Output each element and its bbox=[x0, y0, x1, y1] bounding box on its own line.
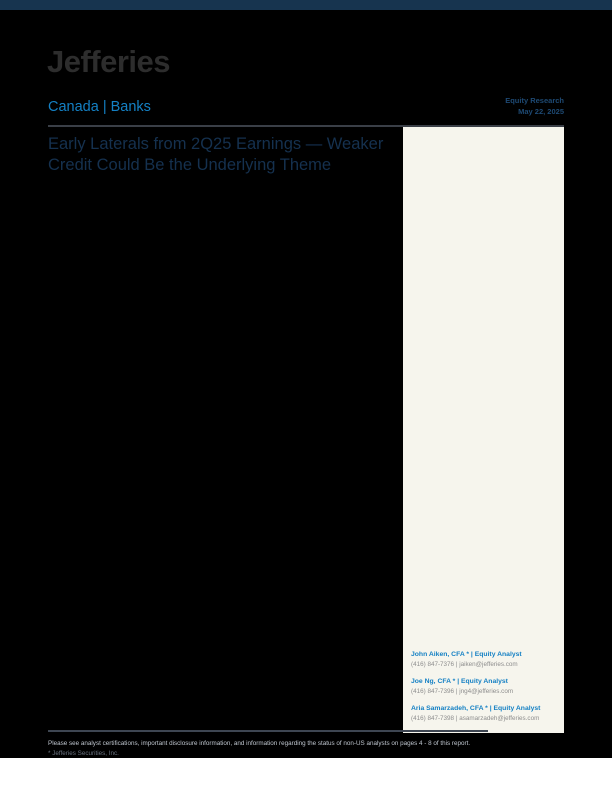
footer-disclosure-text: Please see analyst certifications, important disclosure information, and information regarding the status of non-US analysts on pages 4 - 8 of this report. bbox=[48, 740, 471, 747]
report-category-label: Equity Research bbox=[505, 96, 564, 105]
report-title-line-2: Credit Could Be the Underlying Theme bbox=[48, 156, 332, 174]
page-bottom-margin bbox=[0, 758, 612, 792]
sector-breadcrumb: Canada | Banks bbox=[48, 99, 151, 115]
analyst-sidebar bbox=[403, 127, 564, 733]
header-right bbox=[505, 95, 564, 117]
analyst-name: John Aiken, CFA * | Equity Analyst bbox=[411, 651, 522, 658]
analyst-contact-link[interactable]: (416) 847-7398 | asamarzadeh@jefferies.com bbox=[411, 715, 540, 722]
analyst-name: Aria Samarzadeh, CFA * | Equity Analyst bbox=[411, 705, 541, 712]
analyst-contact-link[interactable]: (416) 847-7396 | jng4@jefferies.com bbox=[411, 688, 514, 695]
top-accent-bar bbox=[0, 0, 612, 10]
report-title-line-1: Early Laterals from 2Q25 Earnings — Weaker bbox=[48, 135, 384, 153]
analyst-entry bbox=[411, 704, 556, 723]
report-title bbox=[48, 134, 408, 176]
analyst-name: Joe Ng, CFA * | Equity Analyst bbox=[411, 678, 508, 685]
analyst-entry bbox=[411, 677, 556, 696]
jefferies-logo: Jefferies bbox=[47, 44, 171, 79]
footer-divider bbox=[48, 730, 488, 732]
analyst-entry bbox=[411, 650, 556, 669]
report-date: May 22, 2025 bbox=[518, 107, 564, 116]
footer-entity-note: * Jefferies Securities, Inc. bbox=[48, 750, 119, 757]
analyst-contact-link[interactable]: (416) 847-7376 | jaiken@jefferies.com bbox=[411, 661, 518, 668]
